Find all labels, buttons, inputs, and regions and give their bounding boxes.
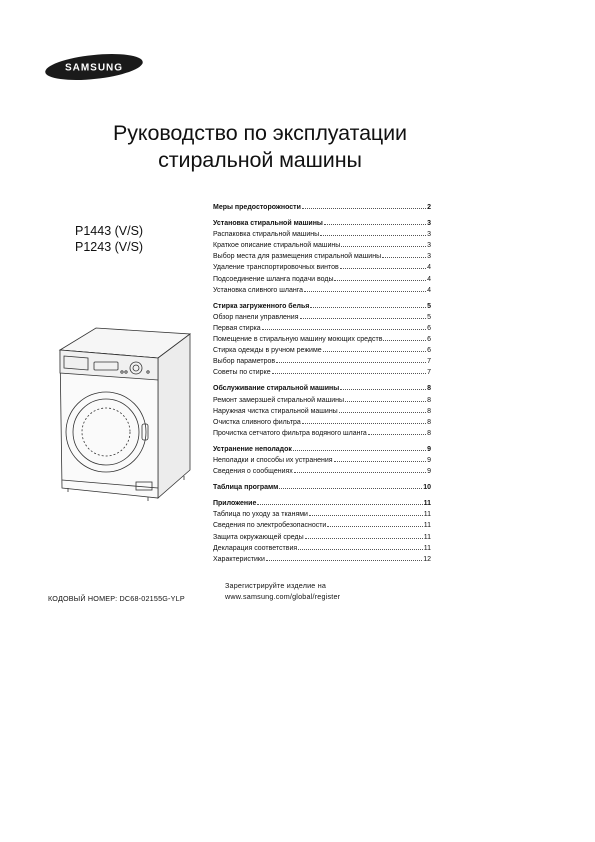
toc-entry-label: Неполадки и способы их устранения [213,456,333,464]
toc-entry[interactable] [213,554,431,565]
toc-entry[interactable] [213,323,431,334]
page-title [40,120,480,174]
toc-page-number: 8 [427,418,431,426]
toc-page-number: 6 [427,347,431,355]
toc-page-number: 8 [427,396,431,404]
toc-section-heading[interactable] [213,498,431,509]
toc-section [213,498,431,565]
toc-entry-label: Сведения по электробезопасности [213,522,327,530]
toc-section-heading[interactable] [213,482,431,493]
toc-entry-label: Таблица по уходу за тканями [213,511,308,519]
toc-entry[interactable] [213,395,431,406]
toc-entry-label: Устранение неполадок [213,445,292,453]
toc-page-number: 8 [427,429,431,437]
toc-entry-label: Декларация соответствия [213,544,298,552]
toc-entry-label: Таблица программ [213,484,279,492]
toc-section-heading[interactable] [213,383,431,394]
toc-leader-dots [339,406,426,413]
toc-page-number: 7 [427,369,431,377]
toc-leader-dots [345,395,426,402]
toc-section [213,482,431,493]
registration-url[interactable]: www.samsung.com/global/register [225,592,341,601]
toc-leader-dots [327,520,422,527]
toc-page-number: 3 [427,231,431,239]
toc-entry-label: Краткое описание стиральной машины [213,242,341,250]
title-line-2: стиральной машины [158,148,362,172]
toc-leader-dots [305,532,423,539]
toc-page-number: 11 [423,500,431,508]
toc-leader-dots [300,312,427,319]
toc-entry-label: Очистка сливного фильтра [213,418,301,426]
toc-leader-dots [320,229,426,236]
toc-entry[interactable] [213,543,431,554]
toc-leader-dots [340,262,426,269]
washing-machine-illustration [48,320,198,505]
toc-page-number: 6 [427,324,431,332]
table-of-contents [213,202,431,570]
toc-page-number: 9 [427,445,431,453]
model-number: P1243 (V/S) [75,240,144,254]
title-line-1: Руководство по эксплуатации [113,121,407,145]
toc-page-number: 7 [427,358,431,366]
toc-page-number: 10 [423,484,431,492]
toc-entry-label: Прочистка сетчатого фильтра водяного шланга [213,429,367,437]
toc-page-number: 11 [423,511,431,519]
toc-leader-dots [302,202,426,209]
model-list [75,223,143,255]
toc-entry-label: Сведения о сообщениях [213,468,293,476]
toc-leader-dots [279,482,422,489]
toc-entry-label: Ремонт замерзшей стиральной машины [213,396,345,404]
toc-section [213,218,431,296]
toc-entry[interactable] [213,428,431,439]
toc-section-heading[interactable] [213,218,431,229]
toc-entry[interactable] [213,532,431,543]
toc-leader-dots [334,455,427,462]
toc-page-number: 5 [427,313,431,321]
toc-leader-dots [323,345,426,352]
toc-entry[interactable] [213,262,431,273]
toc-leader-dots [293,444,426,451]
registration-text: Зарегистрируйте изделие на [225,581,327,590]
toc-leader-dots [304,285,426,292]
toc-entry-label: Помещение в стиральную машину моющих средств [213,336,383,344]
toc-entry[interactable] [213,356,431,367]
toc-page-number: 12 [423,555,431,563]
toc-entry-label: Меры предосторожности [213,204,301,211]
toc-entry[interactable] [213,229,431,240]
toc-page-number: 3 [427,242,431,250]
toc-page-number: 4 [427,275,431,283]
toc-section [213,301,431,379]
toc-entry[interactable] [213,251,431,262]
toc-page-number: 9 [427,456,431,464]
toc-entry[interactable] [213,406,431,417]
toc-entry-label: Выбор параметров [213,358,276,366]
toc-entry-label: Установка стиральной машины [213,220,323,228]
toc-entry-label: Выбор места для размещения стиральной машины [213,253,382,261]
toc-entry[interactable] [213,240,431,251]
toc-entry-label: Удаление транспортировочных винтов [213,264,339,272]
toc-section-heading[interactable] [213,301,431,312]
toc-entry[interactable] [213,509,431,520]
toc-entry[interactable] [213,417,431,428]
toc-entry-label: Установка сливного шланга [213,286,303,294]
toc-entry-label: Защита окружающей среды [213,533,304,541]
toc-page-number: 2 [427,204,431,211]
toc-page-number: 4 [427,264,431,272]
toc-entry-label: Первая стирка [213,324,261,332]
toc-entry[interactable] [213,520,431,531]
toc-leader-dots [309,509,423,516]
toc-entry[interactable] [213,455,431,466]
toc-leader-dots [257,498,422,505]
samsung-logo-text: SAMSUNG [64,62,124,74]
toc-entry[interactable] [213,367,431,378]
toc-entry[interactable] [213,274,431,285]
toc-page-number: 4 [427,286,431,294]
toc-page-number: 9 [427,468,431,476]
toc-page-number: 8 [427,407,431,415]
toc-section-heading[interactable] [213,202,431,213]
toc-leader-dots [382,251,426,258]
toc-entry[interactable] [213,334,431,345]
toc-leader-dots [324,218,426,225]
toc-leader-dots [266,554,422,561]
toc-entry-label: Обзор панели управления [213,313,299,321]
toc-section [213,202,431,213]
toc-leader-dots [298,543,423,550]
toc-page-number: 8 [427,385,431,393]
model-number: P1443 (V/S) [75,224,144,238]
toc-page-number: 6 [427,336,431,344]
toc-leader-dots [294,466,426,473]
toc-page-number: 11 [423,533,431,541]
toc-entry[interactable] [213,466,431,477]
toc-section [213,383,431,438]
registration-note [225,580,340,602]
toc-page-number: 11 [423,522,431,530]
toc-leader-dots [302,417,426,424]
toc-leader-dots [340,383,426,390]
toc-page-number: 3 [427,220,431,228]
toc-entry-label: Наружная чистка стиральной машины [213,407,338,415]
toc-entry-label: Стирка одежды в ручном режиме [213,347,322,355]
toc-entry-label: Обслуживание стиральной машины [213,385,340,393]
toc-leader-dots [341,240,426,247]
toc-entry-label: Подсоединение шланга подачи воды [213,275,334,283]
samsung-logo [44,52,144,82]
toc-leader-dots [383,334,426,341]
toc-section-heading[interactable] [213,444,431,455]
toc-leader-dots [272,367,426,374]
toc-entry[interactable] [213,345,431,356]
toc-page-number: 5 [427,302,431,310]
toc-entry-label: Характеристики [213,555,265,563]
toc-entry-label: Советы по стирке [213,369,271,377]
toc-leader-dots [310,301,426,308]
code-number: КОДОВЫЙ НОМЕР: DC68-02155G-YLP [48,594,185,603]
toc-leader-dots [276,356,426,363]
toc-section [213,444,431,477]
toc-entry-label: Распаковка стиральной машины [213,231,320,239]
toc-leader-dots [368,428,426,435]
toc-page-number: 3 [427,253,431,261]
toc-entry-label: Приложение [213,500,257,508]
toc-entry[interactable] [213,312,431,323]
toc-page-number: 11 [423,544,431,552]
toc-leader-dots [262,323,426,330]
toc-leader-dots [334,274,426,281]
toc-entry[interactable] [213,285,431,296]
toc-entry-label: Стирка загруженного белья [213,302,310,310]
